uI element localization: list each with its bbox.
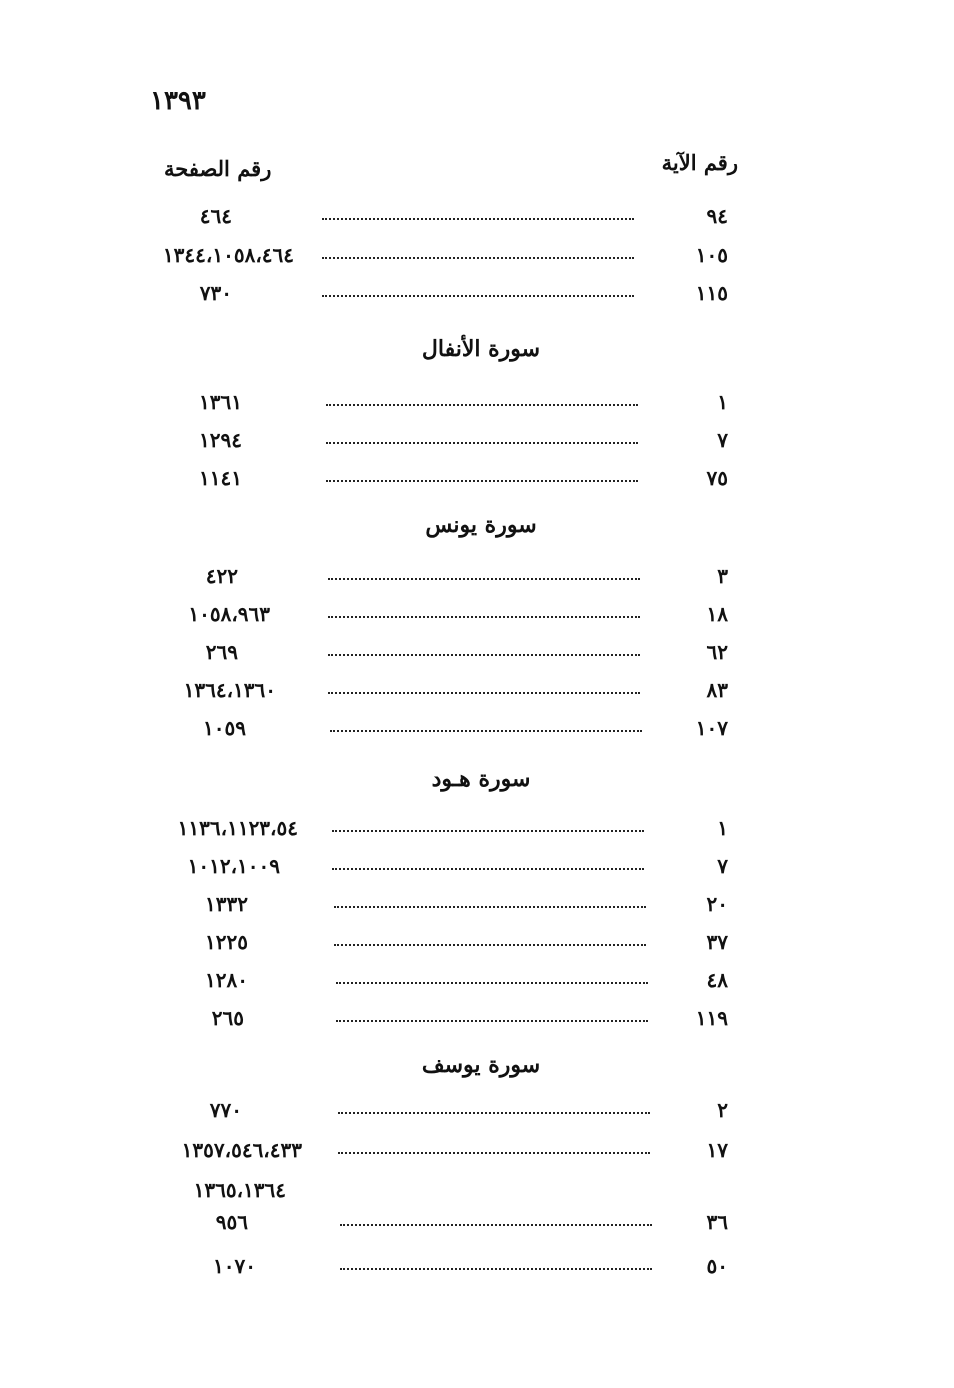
table-row — [0, 854, 954, 884]
table-row — [0, 564, 954, 594]
table-row — [0, 892, 954, 922]
table-row — [0, 678, 954, 708]
page-references: ٤٢٢ — [205, 564, 238, 588]
verse-number: ٧٥ — [706, 466, 728, 490]
dot-leader — [330, 730, 642, 732]
page-references: ١٣٤٤،١٠٥٨،٤٦٤ — [162, 243, 294, 267]
verse-number: ٧ — [717, 854, 728, 878]
page-references: ١٢٨٠ — [205, 968, 248, 992]
dot-leader — [340, 1224, 652, 1226]
dot-leader — [328, 578, 640, 580]
verse-number: ١ — [717, 816, 728, 840]
table-row — [0, 816, 954, 846]
page-references: ٧٣٠ — [199, 281, 232, 305]
verse-number: ٢٠ — [706, 892, 728, 916]
dot-leader — [322, 218, 634, 220]
table-row — [0, 466, 954, 496]
verse-number: ٣٧ — [706, 930, 728, 954]
page-column-header: رقم الصفحة — [164, 156, 272, 181]
table-row — [0, 1254, 954, 1284]
page-references: ١١٤١ — [199, 466, 242, 490]
page-references: ١٣٦١ — [199, 390, 242, 414]
verse-number: ٥٠ — [706, 1254, 728, 1278]
verse-number: ١٠٧ — [695, 716, 728, 740]
page-references: ١٢٩٤ — [199, 428, 242, 452]
page-number: ١٣٩٣ — [150, 86, 206, 116]
dot-leader — [322, 257, 634, 259]
page-references: ١٠٧٠ — [213, 1254, 256, 1278]
page-references: ٤٦٤ — [199, 204, 232, 228]
page-references: ١٠٥٩ — [203, 716, 246, 740]
verse-number: ٣٦ — [706, 1210, 728, 1234]
verse-column-header: رقم الآية — [661, 150, 738, 175]
verse-number: ٦٢ — [706, 640, 728, 664]
table-row — [0, 1210, 954, 1240]
dot-leader — [326, 480, 638, 482]
table-row — [0, 1138, 954, 1168]
verse-number: ٧ — [717, 428, 728, 452]
dot-leader — [326, 404, 638, 406]
dot-leader — [338, 1112, 650, 1114]
table-row — [0, 1178, 954, 1208]
table-row — [0, 390, 954, 420]
dot-leader — [340, 1268, 652, 1270]
dot-leader — [332, 868, 644, 870]
page-references: ١١٣٦،١١٢٣،٥٤ — [177, 816, 298, 840]
dot-leader — [334, 906, 646, 908]
table-row — [0, 716, 954, 746]
verse-number: ٣ — [717, 564, 728, 588]
page-references: ١٣٦٤،١٣٦٠ — [183, 678, 276, 702]
dot-leader — [336, 982, 648, 984]
table-row — [0, 602, 954, 632]
page-references: ١٣٥٧،٥٤٦،٤٣٣ — [181, 1138, 302, 1162]
verse-number: ٢ — [717, 1098, 728, 1122]
page-references: ١٣٣٢ — [205, 892, 248, 916]
dot-leader — [334, 944, 646, 946]
dot-leader — [328, 692, 640, 694]
table-row — [0, 1098, 954, 1128]
page-references: ١٠٥٨،٩٦٣ — [188, 602, 270, 626]
page-references: ٩٥٦ — [215, 1210, 248, 1234]
dot-leader — [338, 1152, 650, 1154]
table-row — [0, 1006, 954, 1036]
page-references: ٢٦٥ — [211, 1006, 244, 1030]
dot-leader — [326, 442, 638, 444]
table-row — [0, 281, 954, 311]
verse-number: ١٠٥ — [695, 243, 728, 267]
table-row — [0, 968, 954, 998]
verse-number: ١١٥ — [695, 281, 728, 305]
verse-number: ١ — [717, 390, 728, 414]
page-references: ١٣٦٥،١٣٦٤ — [193, 1178, 286, 1202]
verse-number: ٩٤ — [706, 204, 728, 228]
dot-leader — [328, 616, 640, 618]
verse-number: ١٧ — [706, 1138, 728, 1162]
page-references: ٧٧٠ — [209, 1098, 242, 1122]
dot-leader — [332, 830, 644, 832]
page-references: ١٠١٢،١٠٠٩ — [187, 854, 280, 878]
table-row — [0, 428, 954, 458]
table-row — [0, 204, 954, 234]
table-row — [0, 243, 954, 273]
verse-number: ٨٣ — [706, 678, 728, 702]
section-title: سورة الأنفال — [421, 336, 541, 362]
verse-number: ١٨ — [706, 602, 728, 626]
section-title: سورة يونس — [425, 512, 537, 538]
dot-leader — [336, 1020, 648, 1022]
table-row — [0, 640, 954, 670]
section-title: سورة هـود — [431, 766, 531, 792]
page-references: ٢٦٩ — [205, 640, 238, 664]
table-row — [0, 930, 954, 960]
page-references: ١٢٢٥ — [205, 930, 248, 954]
dot-leader — [328, 654, 640, 656]
verse-number: ١١٩ — [695, 1006, 728, 1030]
dot-leader — [322, 295, 634, 297]
verse-number: ٤٨ — [706, 968, 728, 992]
section-title: سورة يوسف — [421, 1052, 541, 1078]
